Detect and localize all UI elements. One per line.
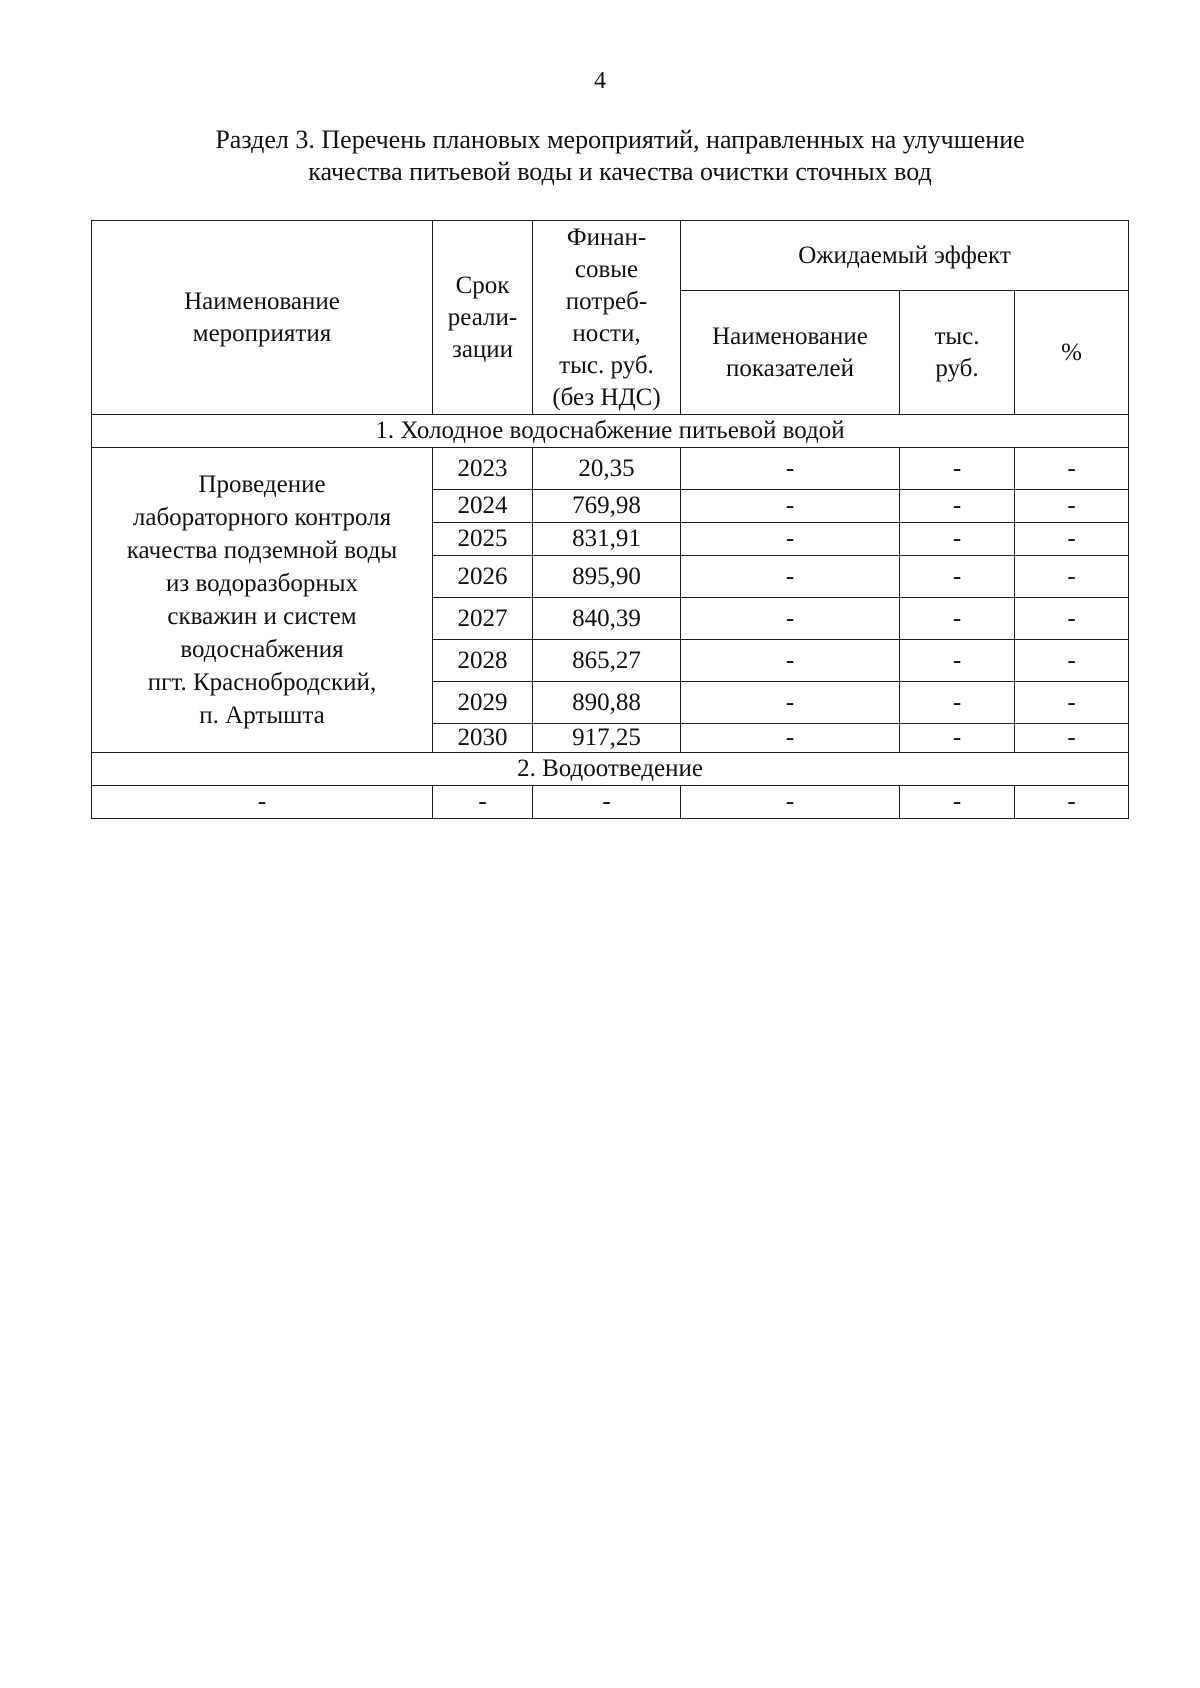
- finance-cell: 917,25: [533, 724, 681, 753]
- year-cell: 2030: [433, 724, 533, 753]
- percent-cell: -: [1015, 556, 1129, 598]
- percent-cell: -: [1015, 682, 1129, 724]
- indicator-cell: -: [681, 523, 900, 556]
- rub-cell: -: [900, 640, 1015, 682]
- percent-cell: -: [1015, 724, 1129, 753]
- percent-cell: -: [1015, 786, 1129, 819]
- rub-cell: -: [900, 556, 1015, 598]
- finance-cell: 840,39: [533, 598, 681, 640]
- activities-table: [91, 220, 1129, 819]
- indicator-cell: -: [681, 556, 900, 598]
- header-percent: %: [1015, 291, 1129, 415]
- section-row-wastewater: [92, 753, 1129, 786]
- header-indicators: Наименование показателей: [681, 291, 900, 415]
- year-cell: 2029: [433, 682, 533, 724]
- header-finance: Финан- совые потреб- ности, тыс. руб. (без НДС): [533, 221, 681, 415]
- indicator-cell: -: [681, 640, 900, 682]
- year-cell: 2027: [433, 598, 533, 640]
- indicator-cell: -: [681, 786, 900, 819]
- rub-cell: -: [900, 724, 1015, 753]
- indicator-cell: -: [681, 448, 900, 490]
- percent-cell: -: [1015, 448, 1129, 490]
- year-cell: -: [433, 786, 533, 819]
- year-cell: 2023: [433, 448, 533, 490]
- rub-cell: -: [900, 490, 1015, 523]
- year-cell: 2025: [433, 523, 533, 556]
- indicator-cell: -: [681, 682, 900, 724]
- page-number: 4: [594, 68, 606, 94]
- year-cell: 2028: [433, 640, 533, 682]
- header-thousand-rub: тыс. руб.: [900, 291, 1015, 415]
- indicator-cell: -: [681, 724, 900, 753]
- year-cell: 2024: [433, 490, 533, 523]
- rub-cell: -: [900, 786, 1015, 819]
- finance-cell: 831,91: [533, 523, 681, 556]
- rub-cell: -: [900, 523, 1015, 556]
- activity-name-cell: -: [92, 786, 433, 819]
- indicator-cell: -: [681, 490, 900, 523]
- finance-cell: 865,27: [533, 640, 681, 682]
- header-term: Срок реали- зации: [433, 221, 533, 415]
- percent-cell: -: [1015, 598, 1129, 640]
- activity-name-cell: Проведение лабораторного контроля качества подземной воды из водоразборных скважин и систем водоснабжения пгт. Краснобродский, п. Артышта: [92, 448, 433, 753]
- year-cell: 2026: [433, 556, 533, 598]
- percent-cell: -: [1015, 640, 1129, 682]
- section-title-line-2: качества питьевой воды и качества очистки сточных вод: [308, 157, 932, 186]
- finance-cell: 769,98: [533, 490, 681, 523]
- section-title: [0, 124, 1200, 188]
- rub-cell: -: [900, 682, 1015, 724]
- table-header-row: [92, 221, 1129, 291]
- rub-cell: -: [900, 598, 1015, 640]
- percent-cell: -: [1015, 490, 1129, 523]
- finance-cell: 890,88: [533, 682, 681, 724]
- header-activity-name: Наименование мероприятия: [92, 221, 433, 415]
- section-title-wastewater: 2. Водоотведение: [92, 753, 1129, 786]
- finance-cell: 20,35: [533, 448, 681, 490]
- table-row: [92, 786, 1129, 819]
- finance-cell: -: [533, 786, 681, 819]
- rub-cell: -: [900, 448, 1015, 490]
- percent-cell: -: [1015, 523, 1129, 556]
- header-expected-effect: Ожидаемый эффект: [681, 221, 1129, 291]
- finance-cell: 895,90: [533, 556, 681, 598]
- table-row: [92, 448, 1129, 490]
- indicator-cell: -: [681, 598, 900, 640]
- section-row-water-supply: [92, 415, 1129, 448]
- section-title-line-1: Раздел 3. Перечень плановых мероприятий, направленных на улучшение: [215, 125, 1025, 154]
- section-title-water-supply: 1. Холодное водоснабжение питьевой водой: [92, 415, 1129, 448]
